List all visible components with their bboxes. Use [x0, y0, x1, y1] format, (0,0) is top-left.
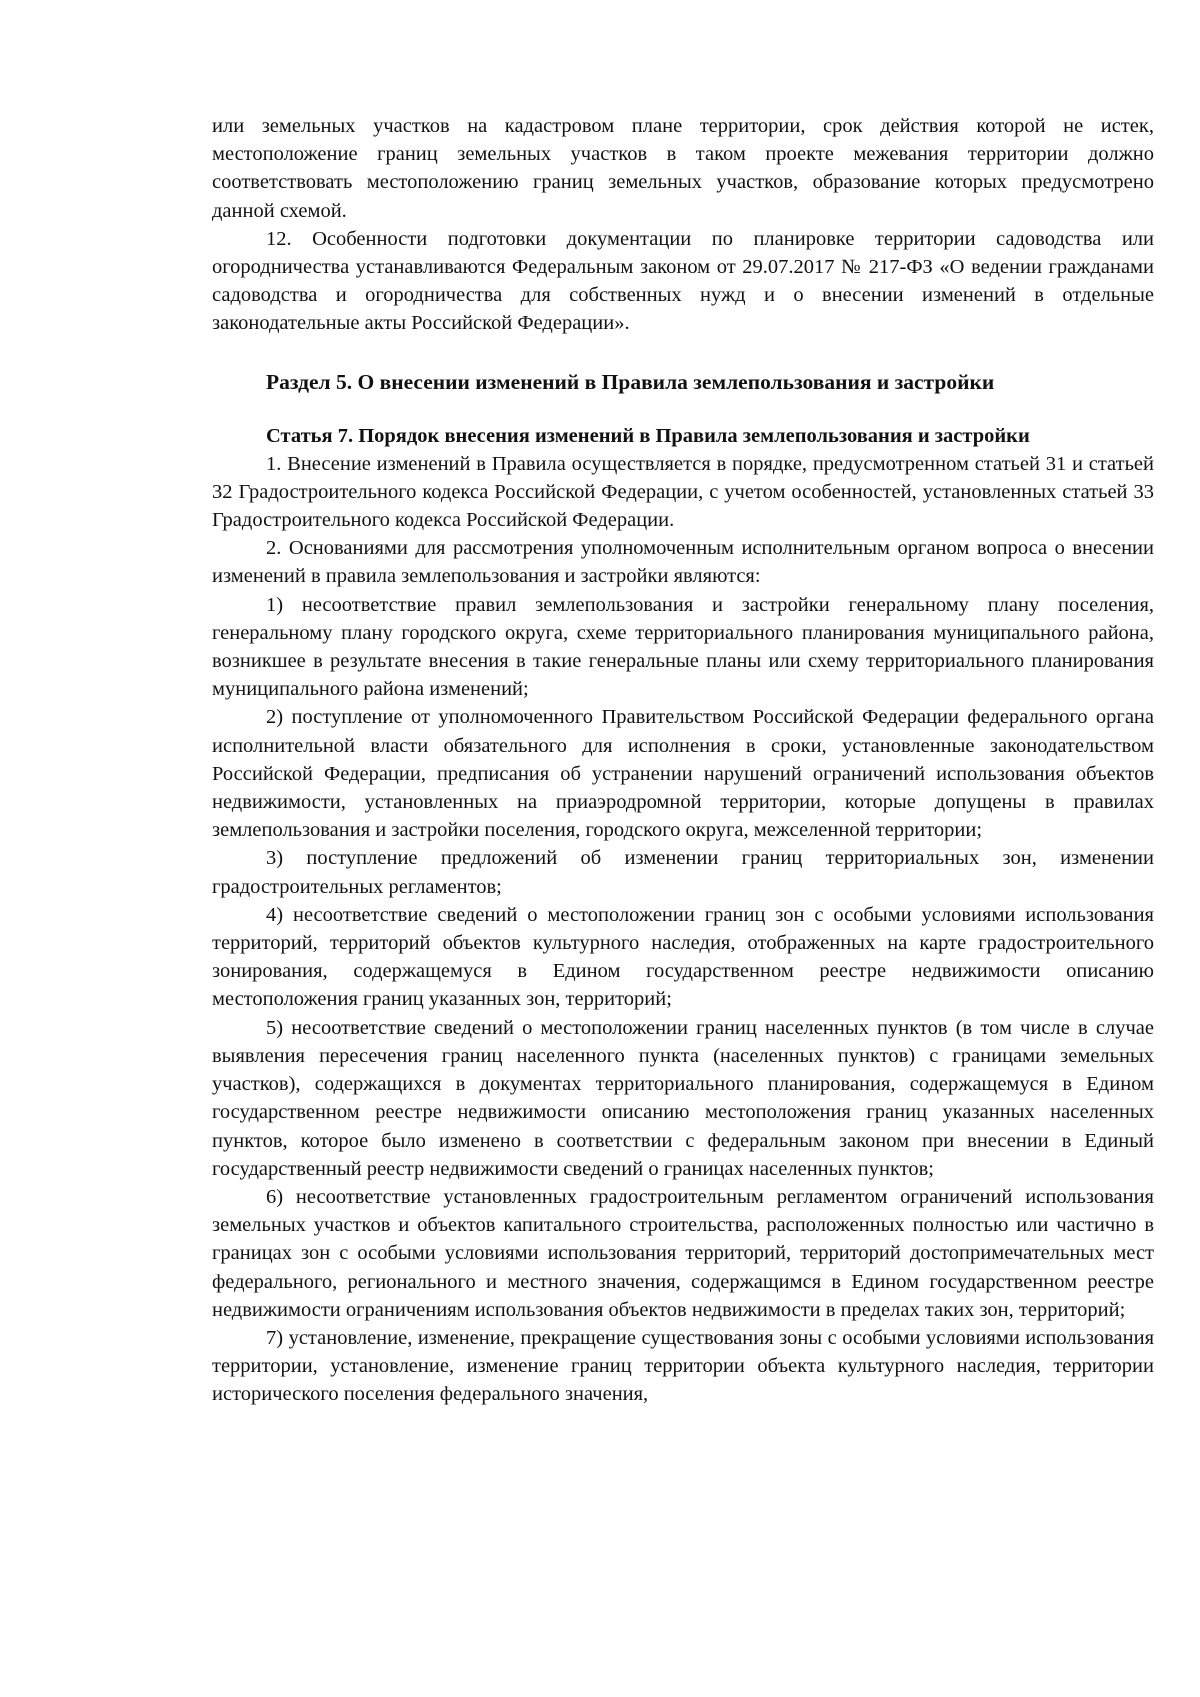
list-item: 7) установление, изменение, прекращение существования зоны с особыми условиями использования территории, установление, изменение границ территории объекта культурного наследия, территории исторического поселения федерального значения, [212, 1326, 1154, 1406]
list-item: 4) несоответствие сведений о местоположении границ зон с особыми условиями использования территорий, территорий объектов культурного наследия, отображенных на карте градостроительного зонирования, содержащемуся в Едином государственном реестре недвижимости описанию местоположения границ указанных зон, территорий; [212, 903, 1154, 1011]
document-page [212, 112, 1154, 1409]
list-item: 1) несоответствие правил землепользования и застройки генеральному плану поселения, генеральному плану городского округа, схеме территориального планирования муниципального района, возникшее в результате внесения в такие генеральные планы или схему территориального планирования муниципального района изменений; [212, 593, 1154, 701]
paragraph-12: 12. Особенности подготовки документации по планировке территории садоводства или огородничества устанавливаются Федеральным законом от 29.07.2017 № 217-ФЗ «О ведении гражданами садоводства и огородничества для собственных нужд и о внесении изменений в отдельные законодательные акты Российской Федерации». [212, 227, 1154, 335]
list-item: 5) несоответствие сведений о местоположении границ населенных пунктов (в том числе в случае выявления пересечения границ населенного пункта (населенных пунктов) с границами земельных участков), содержащихся в документах территориального планирования, содержащемуся в Едином государственном реестре недвижимости описанию местоположения границ указанных населенных пунктов, которое было изменено в соответствии с федеральным законом при внесении в Единый государственный реестр недвижимости сведений о границах населенных пунктов; [212, 1016, 1154, 1180]
article-paragraph: 2. Основаниями для рассмотрения уполномоченным исполнительным органом вопроса о внесении изменений в правила землепользования и застройки являются: [212, 537, 1154, 588]
list-item: 2) поступление от уполномоченного Правительством Российской Федерации федерального органа исполнительной власти обязательного для исполнения в сроки, установленные законодательством Российской Федерации, предписания об устранении нарушений ограничений использования объектов недвижимости, установленных на приаэродромной территории, которые допущены в правилах землепользования и застройки поселения, городского округа, межселенной территории; [212, 706, 1154, 842]
intro-paragraph: или земельных участков на кадастровом плане территории, срок действия которой не истек, местоположение границ земельных участков в таком проекте межевания территории должно соответствовать местоположению границ земельных участков, образование которых предусмотрено данной схемой. [212, 115, 1154, 222]
list-item: 3) поступление предложений об изменении границ территориальных зон, изменении градостроительных регламентов; [212, 847, 1154, 898]
section-title: Раздел 5. О внесении изменений в Правила землепользования и застройки [266, 369, 995, 394]
article-paragraph: 1. Внесение изменений в Правила осуществляется в порядке, предусмотренном статьей 31 и статьей 32 Градостроительного кодекса Российской Федерации, с учетом особенностей, установленных статьей 33 Градостроительного кодекса Российской Федерации. [212, 452, 1154, 532]
list-item: 6) несоответствие установленных градостроительным регламентом ограничений использования земельных участков и объектов капитального строительства, расположенных полностью или частично в границах зон с особыми условиями использования территорий, территорий достопримечательных мест федерального, регионального и местного значения, содержащимся в Едином государственном реестре недвижимости ограничениям использования объектов недвижимости в пределах таких зон, территорий; [212, 1185, 1154, 1321]
article-title: Статья 7. Порядок внесения изменений в Правила землепользования и застройки [266, 424, 1030, 447]
